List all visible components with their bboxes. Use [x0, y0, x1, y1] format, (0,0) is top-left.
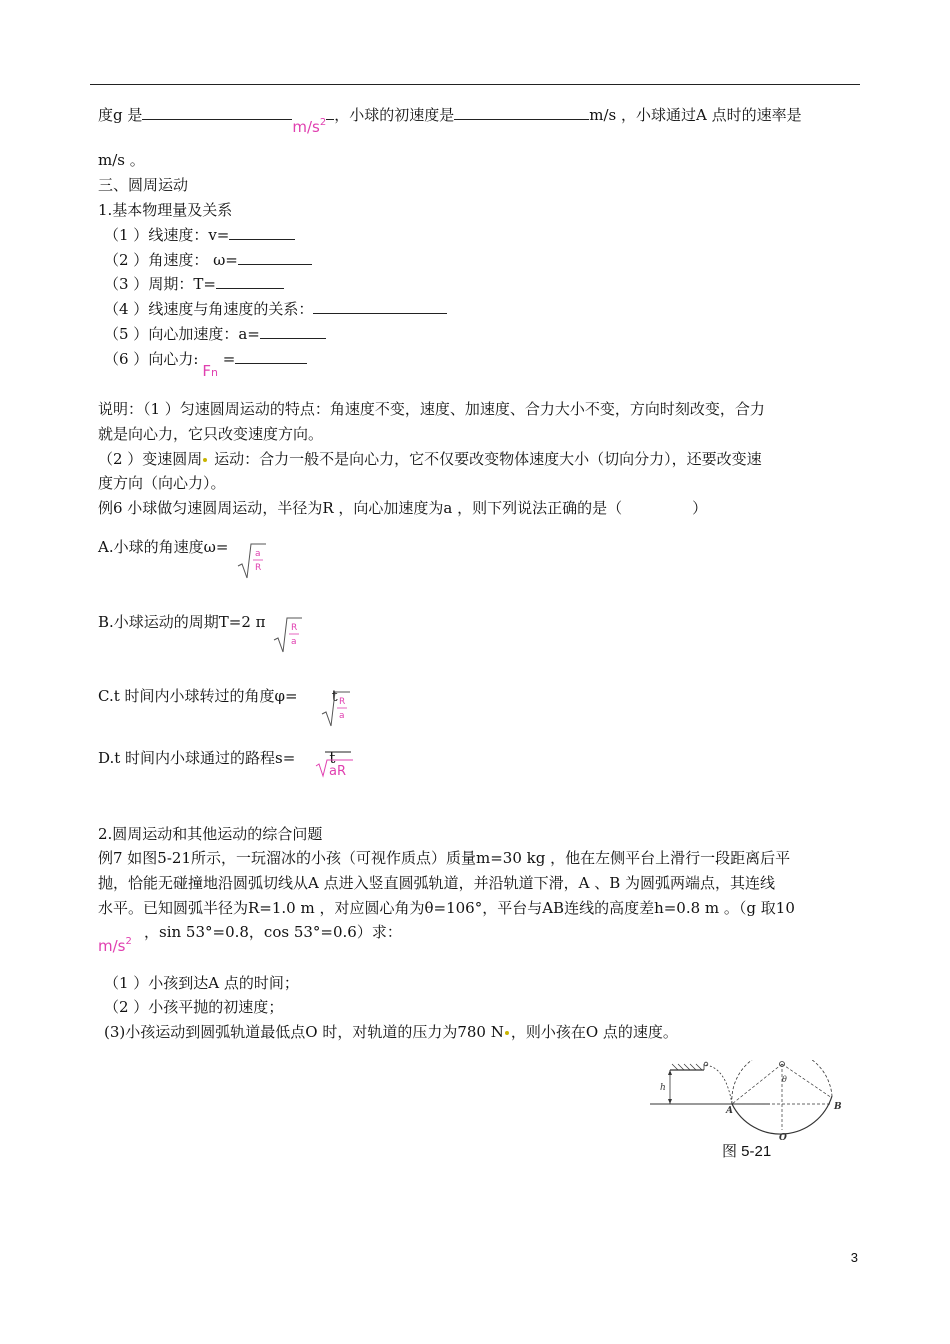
- unit-ms2: $m/s^2$: [98, 936, 132, 955]
- answer-blank: [454, 105, 589, 120]
- svg-text:a: a: [291, 637, 297, 647]
- question-3: (3)小孩运动到圆弧轨道最低点O 时，对轨道的压力为780 N ，则小孩在O 点的速度。: [104, 1023, 678, 1041]
- svg-text:aR: aR: [329, 764, 346, 779]
- answer-blank: [238, 250, 312, 265]
- answer-blank: [260, 324, 326, 339]
- answer-blank: [216, 274, 284, 289]
- sqrt-r-over-a: [272, 614, 304, 656]
- text-speed-at-a: m/s ，小球通过A 点时的速率是: [589, 106, 802, 124]
- answer-blank: [235, 349, 307, 364]
- sqrt-r-over-a: [320, 688, 352, 730]
- figure-5-21: [648, 1060, 863, 1145]
- label-h: h: [660, 1083, 666, 1093]
- list-item: （2 ）角速度： ω=: [104, 250, 312, 270]
- svg-text:a: a: [339, 711, 345, 721]
- option-a: A.小球的角速度ω=: [98, 538, 229, 556]
- text-initial-speed: ，小球的初速度是: [334, 106, 455, 124]
- example7-line: 水平。已知圆弧半径为R=1.0 m ，对应圆心角为θ=106°，平台与AB连线的高度差h=0.8 m 。（g 取10: [98, 899, 795, 917]
- label-b: B: [834, 1102, 842, 1112]
- subsection-title: 2.圆周运动和其他运动的综合问题: [98, 825, 323, 843]
- answer-blank: [313, 299, 447, 314]
- carry-line: [98, 101, 802, 136]
- unit-ms2: $m/s^2$: [292, 117, 327, 136]
- figure-caption: 图 5-21: [722, 1143, 772, 1160]
- option-c: C.t 时间内小球转过的角度φ= t: [98, 687, 338, 705]
- label-o: O: [779, 1133, 787, 1143]
- list-item: （3 ）周期：T=: [104, 274, 284, 294]
- option-d: D.t 时间内小球通过的路程s= t: [98, 749, 336, 767]
- option-b: B.小球运动的周期T=2 π: [98, 613, 266, 631]
- platform-hatch: [672, 1064, 702, 1070]
- list-item: （6 ）向心力:Fn =: [104, 349, 307, 371]
- page-number: 3: [850, 1250, 858, 1265]
- answer-blank: [229, 225, 295, 240]
- svg-text:R: R: [339, 697, 346, 707]
- answer-blank: [142, 105, 292, 120]
- question-1: （1 ）小孩到达A 点的时间；: [104, 974, 299, 992]
- note-line: 说明：（1 ）匀速圆周运动的特点：角速度不变，速度、加速度、合力大小不变，方向时刻改变，合力: [98, 400, 765, 418]
- svg-text:a: a: [255, 549, 261, 559]
- section-title: 三、圆周运动: [98, 176, 189, 194]
- svg-text:R: R: [291, 623, 298, 633]
- example6-stem: 例6 小球做匀速圆周运动，半径为R ，向心加速度为a ，则下列说法正确的是（ ）: [98, 499, 708, 517]
- carry-line-2: m/s 。: [98, 151, 145, 169]
- note-line: 就是向心力，它只改变速度方向。: [98, 425, 324, 443]
- svg-text:R: R: [255, 563, 262, 573]
- trajectory: [706, 1065, 732, 1104]
- marker-dot: [505, 1031, 509, 1035]
- label-theta: θ: [782, 1075, 787, 1084]
- subsection-title: 1.基本物理量及关系: [98, 201, 233, 219]
- header-rule: [90, 84, 860, 85]
- question-2: （2 ）小孩平抛的初速度；: [104, 998, 284, 1016]
- list-item: （1 ）线速度：v=: [104, 225, 295, 245]
- example7-line: 抛，恰能无碰撞地沿圆弧切线从A 点进入竖直圆弧轨道，并沿轨道下滑，A 、B 为圆弧两端点，其连线: [98, 874, 775, 892]
- list-item: （4 ）线速度与角速度的关系：: [104, 299, 447, 319]
- list-item: （5 ）向心加速度：a=: [104, 324, 326, 344]
- label-a: A: [726, 1106, 733, 1116]
- example7-line: 例7 如图5-21所示，一玩溜冰的小孩（可视作质点）质量m=30 kg ，他在左侧平台上滑行一段距离后平: [98, 849, 791, 867]
- marker-dot: [203, 458, 207, 462]
- sqrt-a-over-r: [236, 540, 268, 582]
- force-symbol: Fn: [202, 362, 218, 380]
- text-gravity: 度g 是: [98, 106, 143, 124]
- note-line: （2 ）变速圆周 运动：合力一般不是向心力，它不仅要改变物体速度大小（切向分力），还要改变速: [98, 450, 762, 468]
- sqrt-ar: [315, 748, 357, 780]
- example7-line: ，sin 53°=0.8，cos 53°=0.6）求：: [144, 923, 402, 941]
- note-line: 度方向（向心力）。: [98, 474, 226, 492]
